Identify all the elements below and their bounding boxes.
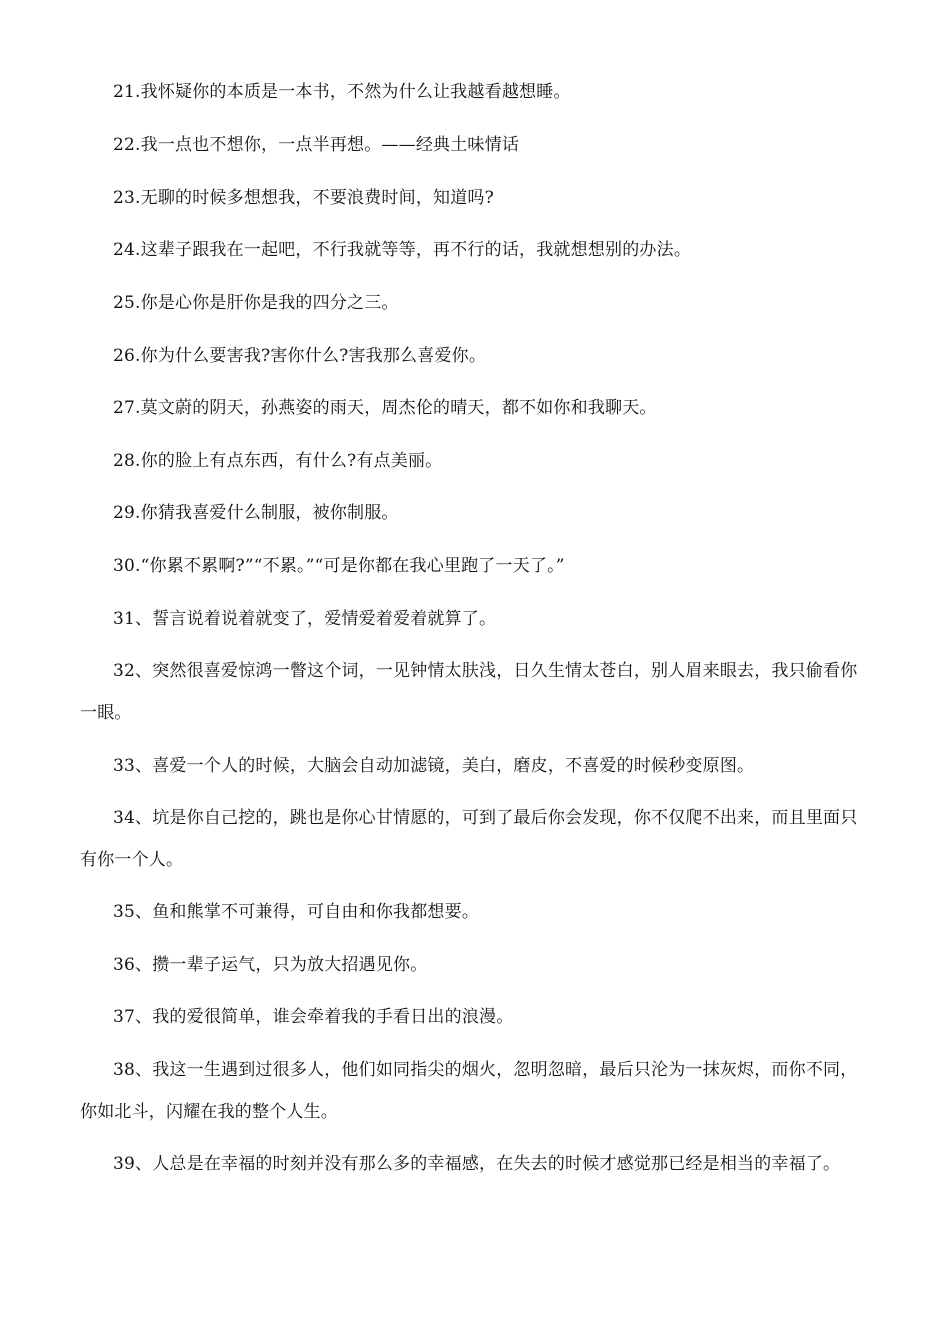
paragraph-37: 37、我的爱很简单，谁会牵着我的手看日出的浪漫。 (113, 1007, 514, 1027)
paragraph-25: 25.你是心你是肝你是我的四分之三。 (113, 293, 399, 313)
paragraph-27: 27.莫文蔚的阴天，孙燕姿的雨天，周杰伦的晴天，都不如你和我聊天。 (113, 398, 657, 418)
paragraph-38: 38、我这一生遇到过很多人，他们如同指尖的烟火，忽明忽暗，最后只沦为一抹灰烬，而你不同，你如北斗，闪耀在我的整个人生。 (80, 1060, 858, 1122)
paragraph-23: 23.无聊的时候多想想我，不要浪费时间，知道吗? (113, 188, 494, 208)
paragraph-33: 33、喜爱一个人的时候，大脑会自动加滤镜，美白，磨皮，不喜爱的时候秒变原图。 (113, 756, 755, 776)
paragraph-22: 22.我一点也不想你，一点半再想。——经典土味情话 (113, 135, 520, 155)
paragraph-30: 30.“你累不累啊?”“不累。”“可是你都在我心里跑了一天了。” (113, 556, 565, 576)
paragraph-24: 24.这辈子跟我在一起吧，不行我就等等，再不行的话，我就想想别的办法。 (113, 240, 692, 260)
paragraph-32: 32、突然很喜爱惊鸿一瞥这个词，一见钟情太肤浅，日久生情太苍白，别人眉来眼去，我只偷看你一眼。 (80, 661, 858, 723)
paragraph-39: 39、人总是在幸福的时刻并没有那么多的幸福感，在失去的时候才感觉那已经是相当的幸福了。 (113, 1154, 841, 1174)
paragraph-31: 31、誓言说着说着就变了，爱情爱着爱着就算了。 (113, 609, 497, 629)
paragraph-35: 35、鱼和熊掌不可兼得，可自由和你我都想要。 (113, 902, 480, 922)
paragraph-36: 36、攒一辈子运气，只为放大招遇见你。 (113, 955, 428, 975)
paragraph-21: 21.我怀疑你的本质是一本书，不然为什么让我越看越想睡。 (113, 82, 571, 102)
paragraph-28: 28.你的脸上有点东西，有什么?有点美丽。 (113, 451, 443, 471)
paragraph-34: 34、坑是你自己挖的，跳也是你心甘情愿的，可到了最后你会发现，你不仅爬不出来，而且里面只有你一个人。 (80, 808, 858, 870)
paragraph-26: 26.你为什么要害我?害你什么?害我那么喜爱你。 (113, 346, 487, 366)
paragraph-29: 29.你猜我喜爱什么制服，被你制服。 (113, 503, 399, 523)
